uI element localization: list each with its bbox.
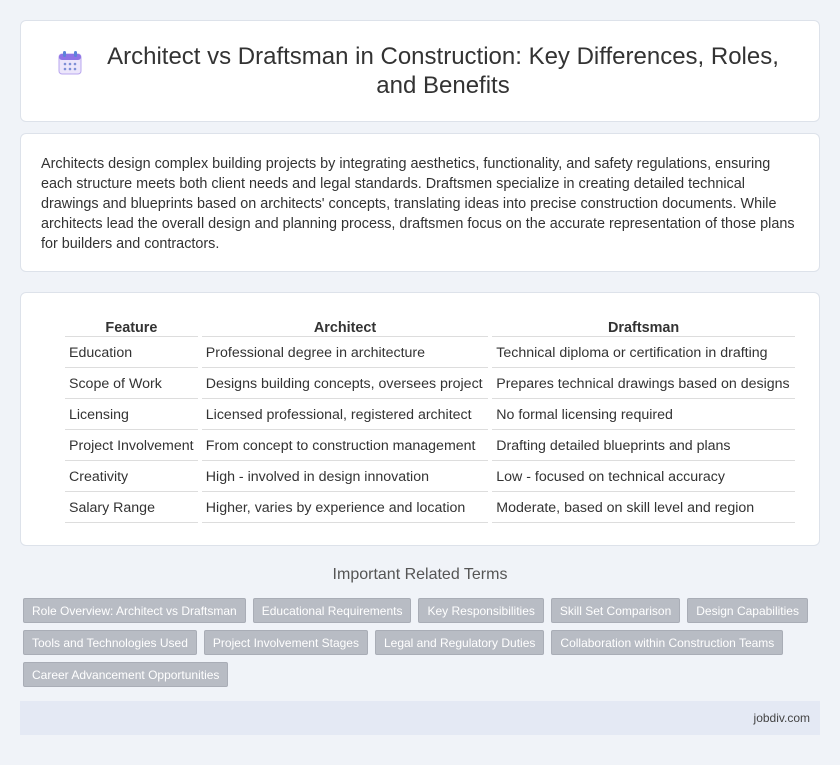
related-tag[interactable]: Design Capabilities (687, 598, 808, 623)
cell-draftsman: No formal licensing required (492, 401, 795, 430)
related-tag[interactable]: Career Advancement Opportunities (23, 662, 228, 687)
table-header-row (65, 313, 795, 337)
cell-architect: Designs building concepts, oversees project (202, 370, 488, 399)
cell-architect: High - involved in design innovation (202, 463, 488, 492)
cell-draftsman: Low - focused on technical accuracy (492, 463, 795, 492)
cell-architect: Licensed professional, registered architect (202, 401, 488, 430)
intro-card (20, 133, 820, 272)
cell-feature: Licensing (65, 401, 198, 430)
table-row (65, 463, 795, 492)
related-tag[interactable]: Collaboration within Construction Teams (551, 630, 783, 655)
related-tag[interactable]: Key Responsibilities (418, 598, 543, 623)
comparison-table (61, 311, 799, 525)
related-terms-list (23, 598, 823, 694)
table-row (65, 401, 795, 430)
related-tag[interactable]: Legal and Regulatory Duties (375, 630, 544, 655)
cell-feature: Project Involvement (65, 432, 198, 461)
table-row (65, 432, 795, 461)
comparison-card (20, 292, 820, 546)
related-tag[interactable]: Educational Requirements (253, 598, 412, 623)
footer (20, 701, 820, 735)
title-wrap (57, 42, 783, 100)
intro-paragraph: Architects design complex building projects by integrating aesthetics, functionality, and safety regulations, ensuring each structure meets both client needs and legal standards. Draftsmen specialize in creating detailed technical drawings and blueprints based on architects' concepts, translating ideas into precise construction documents. While architects lead the overall design and planning process, draftsmen focus on the accurate representation of those plans for builders and contractors. (41, 156, 795, 252)
table-row (65, 494, 795, 523)
cell-feature: Creativity (65, 463, 198, 492)
cell-draftsman: Moderate, based on skill level and region (492, 494, 795, 523)
cell-draftsman: Prepares technical drawings based on designs (492, 370, 795, 399)
cell-architect: Higher, varies by experience and location (202, 494, 488, 523)
title-card (20, 20, 820, 122)
table-row (65, 339, 795, 368)
cell-architect: Professional degree in architecture (202, 339, 488, 368)
cell-architect: From concept to construction management (202, 432, 488, 461)
cell-feature: Salary Range (65, 494, 198, 523)
related-tag[interactable]: Project Involvement Stages (204, 630, 368, 655)
footer-site-link[interactable]: jobdiv.com (753, 711, 810, 725)
cell-feature: Scope of Work (65, 370, 198, 399)
cell-feature: Education (65, 339, 198, 368)
header-draftsman: Draftsman (492, 313, 795, 337)
cell-draftsman: Drafting detailed blueprints and plans (492, 432, 795, 461)
related-tag[interactable]: Skill Set Comparison (551, 598, 680, 623)
calendar-icon (57, 50, 83, 76)
related-terms-title: Important Related Terms (332, 566, 508, 583)
cell-draftsman: Technical diploma or certification in drafting (492, 339, 795, 368)
related-tag[interactable]: Role Overview: Architect vs Draftsman (23, 598, 246, 623)
page-title: Architect vs Draftsman in Construction: Key Differences, Roles, and Benefits (107, 43, 779, 99)
header-architect: Architect (202, 313, 488, 337)
related-tag[interactable]: Tools and Technologies Used (23, 630, 197, 655)
header-feature: Feature (65, 313, 198, 337)
table-row (65, 370, 795, 399)
